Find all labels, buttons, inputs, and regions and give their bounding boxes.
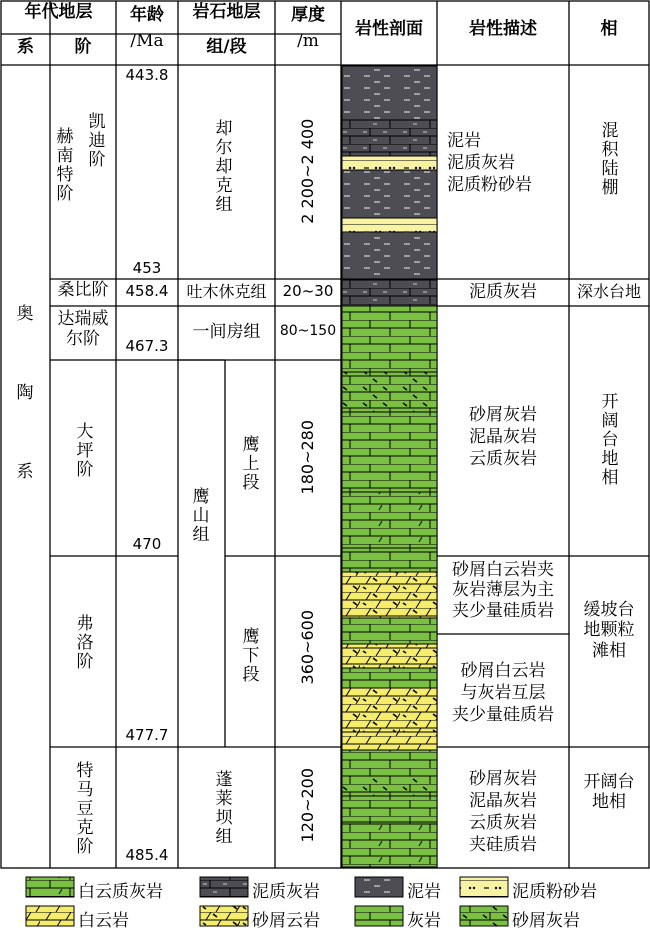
facies-mixed-shelf: 混积陆棚 [597,121,618,197]
thickness-yingshan-upper: 180~280 [297,419,317,495]
desc-tumuxiuke: 泥质灰岩 [469,282,537,302]
stage-hirnantian: 赫南特阶 [52,127,73,203]
member-yingshan-lower: 鹰下段 [238,626,259,684]
facies-deep-platform: 深水台地 [576,282,641,301]
thickness-penglaiba: 120~200 [297,767,317,843]
header-age-unit: /Ma [130,31,164,51]
formation-yingshan: 鹰山组 [188,486,209,544]
header-age: 年龄 [130,5,164,25]
stage-katian: 凯迪阶 [84,111,105,169]
header-section: 岩性剖面 [355,19,423,39]
age-443-8: 443.8 [125,66,169,84]
age-467-3: 467.3 [125,337,169,355]
header-thickness-unit: /m [297,31,319,51]
formation-penglaiba: 蓬莱坝组 [211,770,232,846]
thickness-tumuxiuke: 20~30 [282,282,334,300]
formation-tumuxiuke: 吐木休克组 [186,282,267,301]
header-thickness: 厚度 [291,5,325,25]
thickness-yijianfang: 80~150 [279,323,337,339]
header-stage: 阶 [74,37,92,57]
header-facies: 相 [600,19,618,39]
member-yingshan-upper: 鹰上段 [238,434,259,492]
legend-calcarenite-dolomite: 砂屑云岩 [252,911,320,931]
age-453: 453 [132,259,162,277]
stage-darriwilian: 达瑞威尔阶 [57,309,109,349]
header-chronostrat: 年代地层 [24,2,93,22]
system-name: 奥陶系 [12,303,33,541]
stage-floian: 弗洛阶 [72,613,93,671]
stage-sandbian: 桑比阶 [57,280,109,300]
age-470: 470 [132,535,162,553]
facies-slope-shoal: 缓坡台地颗粒滩相 [583,600,635,661]
stage-dapingian: 大坪阶 [72,421,93,479]
legend-mudstone: 泥岩 [407,882,441,902]
formation-queerqueke: 却尔却克组 [211,118,232,214]
header-system: 系 [17,37,34,57]
facies-open-platform-2: 开阔台地相 [583,772,635,813]
thickness-yingshan-lower: 360~600 [297,609,317,685]
legend-argillaceous-siltstone: 泥质粉砂岩 [512,882,597,902]
header-formation-member: 组/段 [206,37,247,57]
legend-dolomitic-limestone: 白云质灰岩 [78,882,163,902]
legend-argillaceous-limestone: 泥质灰岩 [252,882,320,902]
legend-calcarenite-limestone: 砂屑灰岩 [512,911,580,931]
age-458-4: 458.4 [125,282,169,300]
facies-open-platform: 开阔台地相 [597,391,618,487]
header-lithostrat: 岩石地层 [192,2,261,22]
desc-yingshan-upper: 砂屑灰岩 泥晶灰岩 云质灰岩 [469,405,537,470]
desc-penglaiba: 砂屑灰岩 泥晶灰岩 云质灰岩 夹硅质岩 [469,769,537,856]
desc-yingshan-lower-b: 砂屑白云岩 与灰岩互层 夹少量硅质岩 [452,661,554,726]
age-485-4: 485.4 [125,846,169,864]
desc-queerqueke: 泥岩 泥质灰岩 泥质粉砂岩 [447,131,532,196]
thickness-queerqueke: 2 200~2 400 [297,118,317,224]
legend-limestone: 灰岩 [407,911,441,931]
header-description: 岩性描述 [469,19,537,39]
age-477-7: 477.7 [125,726,169,744]
formation-yijianfang: 一间房组 [192,322,261,342]
desc-yingshan-lower-a: 砂屑白云岩夹 灰岩薄层为主 夹少量硅质岩 [452,560,554,621]
legend-dolomite: 白云岩 [78,911,129,931]
stage-tremadocian: 特马豆克阶 [72,760,93,856]
